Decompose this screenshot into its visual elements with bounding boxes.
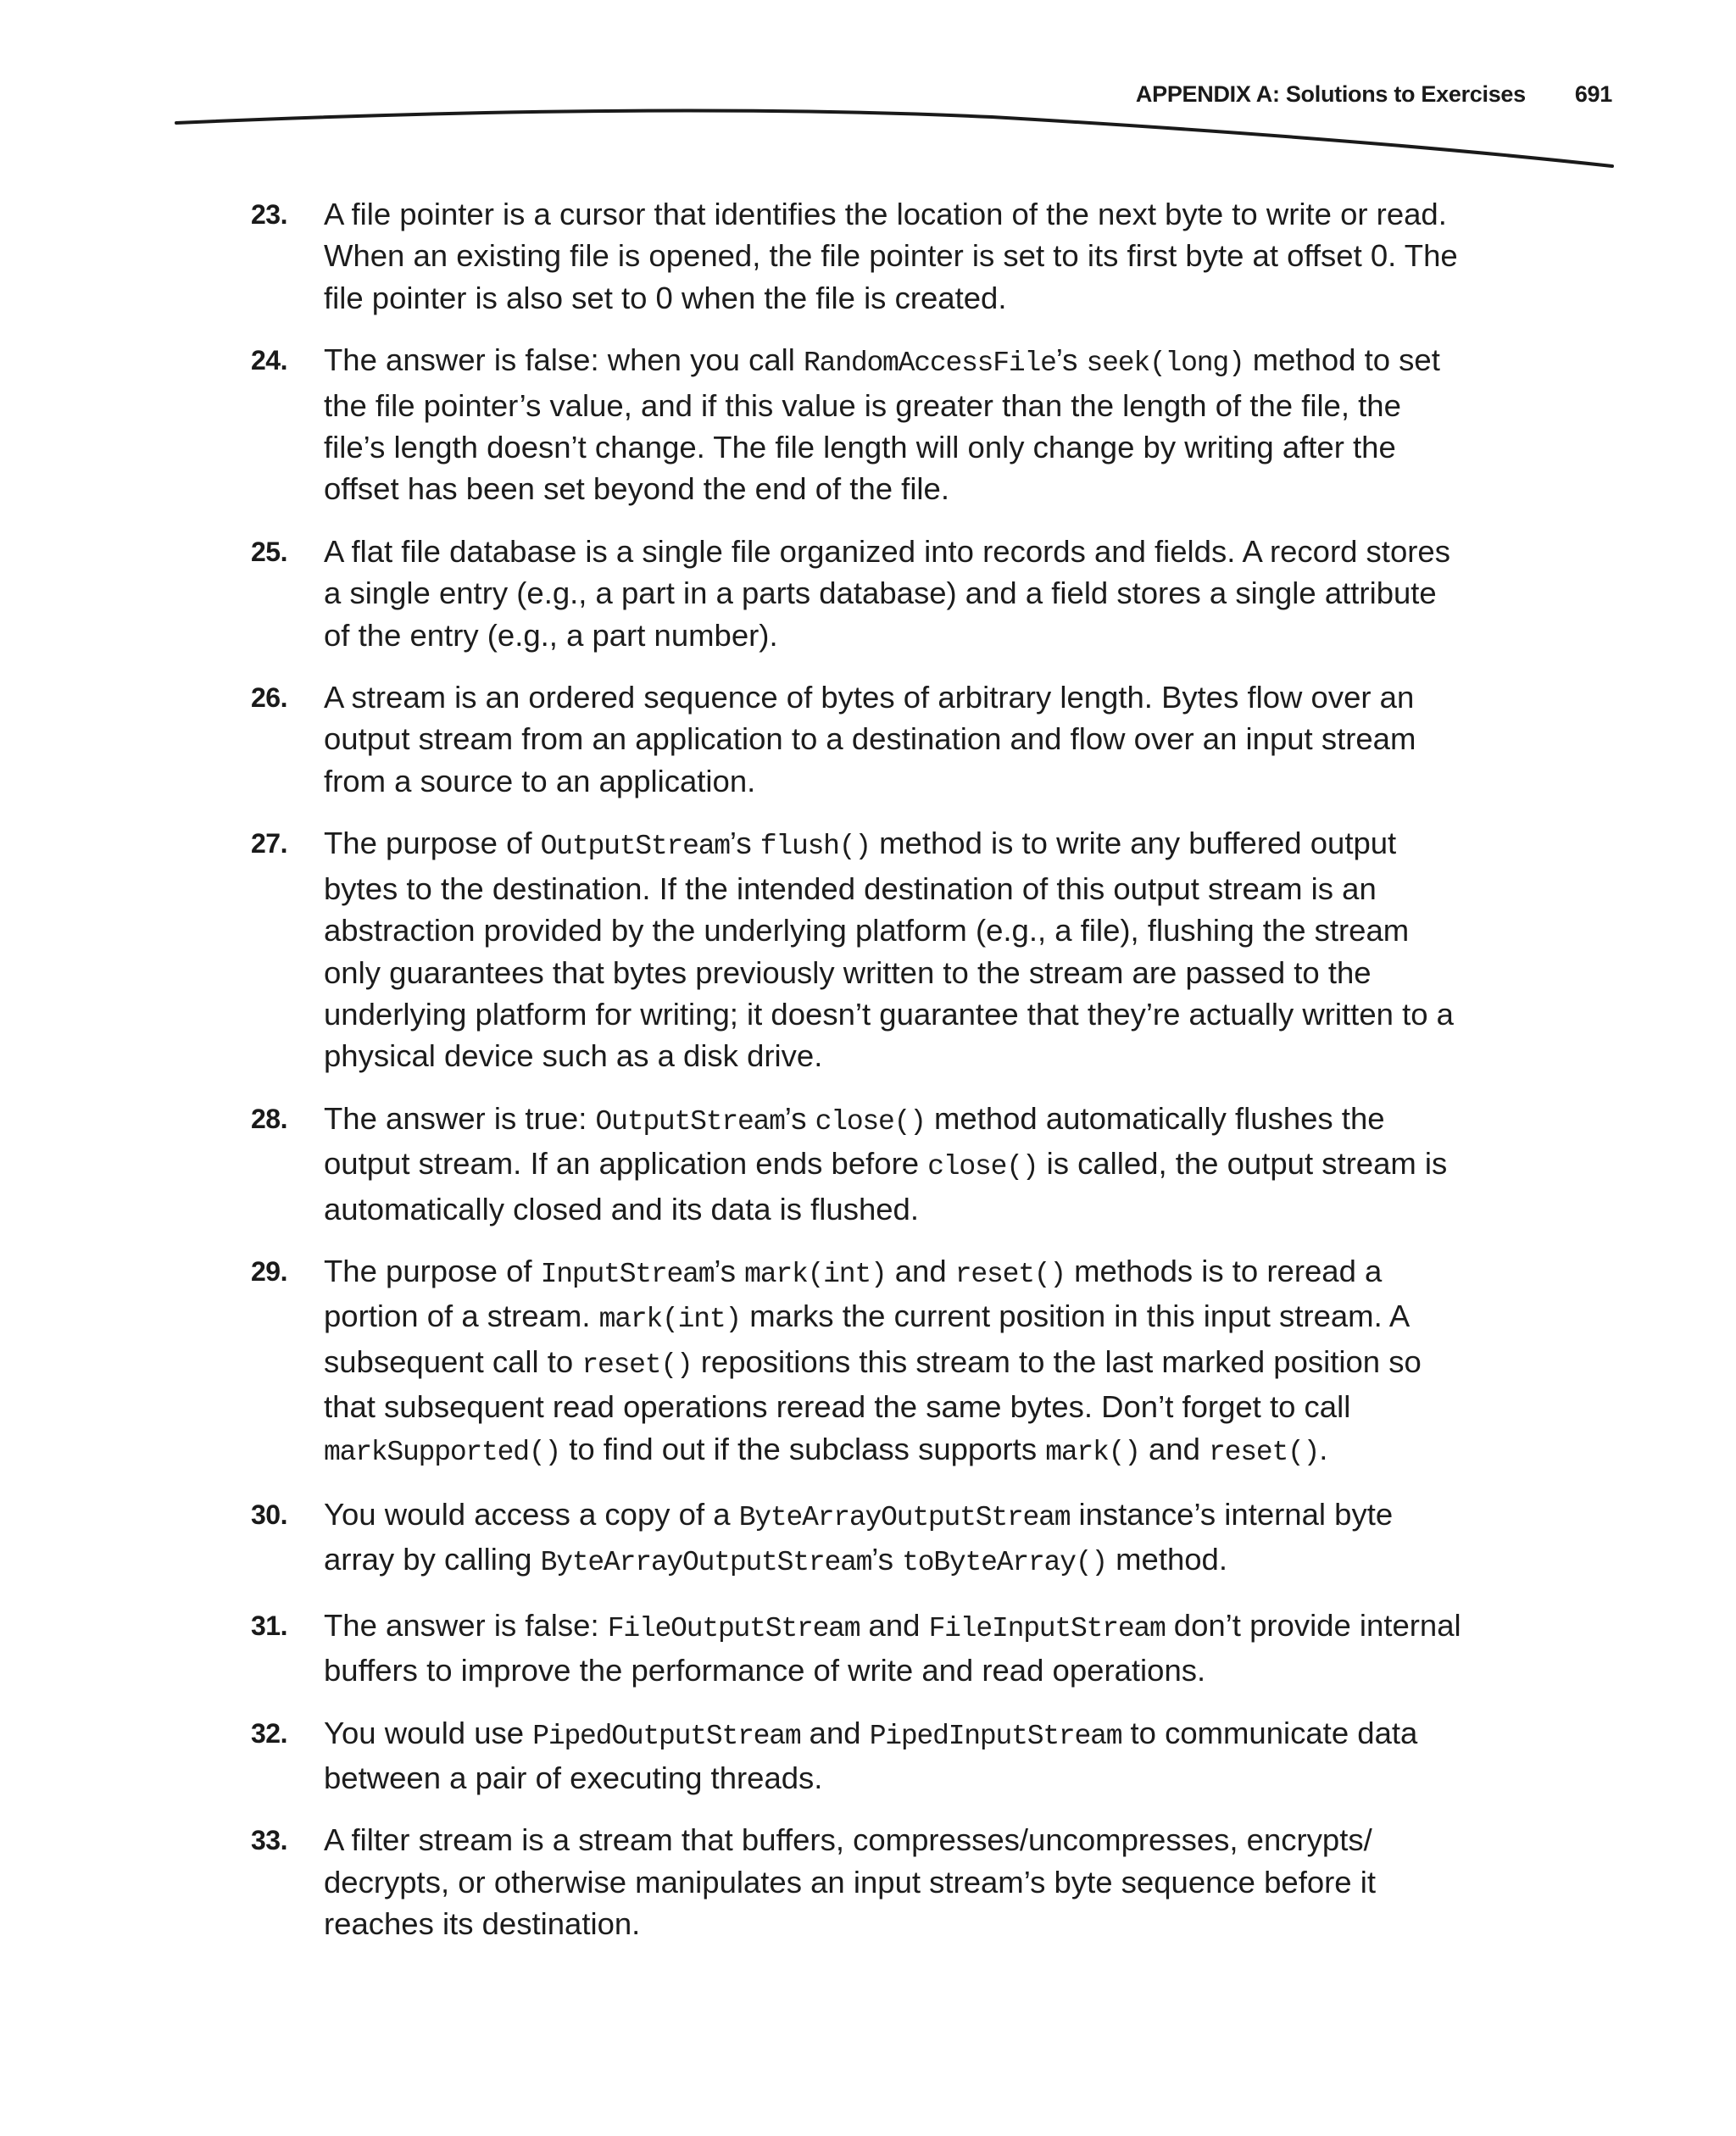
answer-item xyxy=(251,1819,1463,1944)
answer-item xyxy=(251,676,1463,802)
answer-text xyxy=(324,1098,1463,1230)
answer-text xyxy=(324,1605,1463,1692)
inline-code: OutputStream xyxy=(595,1105,785,1138)
inline-code: close() xyxy=(815,1105,926,1138)
answer-number: 31. xyxy=(251,1610,287,1641)
answer-text xyxy=(324,676,1463,802)
answer-text-run: method to set the file pointer’s value, and if this value is greater than the length of the file, the file’s length doesn’t change. The file length will only change by writing after the offset has been set beyond the end of the file. xyxy=(324,342,1440,507)
answer-text-run: and xyxy=(886,1253,955,1288)
answer-text-run: don’t provide internal buffers to improve the performance of write and read operations. xyxy=(324,1607,1461,1688)
answer-item xyxy=(251,193,1463,319)
answer-text-run: The answer is false: xyxy=(324,1607,608,1643)
inline-code: FileInputStream xyxy=(928,1612,1166,1644)
answer-text-run: repositions this stream to the last marked position so that subsequent read operations reread the same bytes. Don’t forget to call xyxy=(324,1343,1422,1425)
inline-code: mark() xyxy=(1045,1436,1140,1468)
inline-code: flush() xyxy=(760,831,871,863)
running-head xyxy=(1136,81,1612,108)
answer-item xyxy=(251,1494,1463,1584)
answer-text-run: . xyxy=(1319,1431,1328,1466)
answer-number: 33. xyxy=(251,1825,287,1856)
answer-text-run: is called, the output stream is automatically closed and its data is flushed. xyxy=(324,1146,1448,1227)
answer-text-run: and xyxy=(800,1715,870,1750)
inline-code: reset() xyxy=(1209,1436,1320,1468)
answer-text-run: The answer is false: when you call xyxy=(324,342,804,378)
answer-number: 23. xyxy=(251,199,287,230)
inline-code: mark(int) xyxy=(598,1304,742,1336)
answer-text-run: ’s xyxy=(1055,342,1087,378)
answer-text-run: to find out if the subclass supports xyxy=(560,1431,1046,1466)
answer-item xyxy=(251,822,1463,1076)
answer-text-run: ’s xyxy=(729,826,760,861)
answer-text-run: ’s xyxy=(784,1100,815,1136)
answer-number: 25. xyxy=(251,536,287,567)
inline-code: seek(long) xyxy=(1086,348,1244,380)
answer-number: 24. xyxy=(251,345,287,376)
inline-code: ByteArrayOutputStream xyxy=(738,1501,1071,1533)
answer-text-run: A flat file database is a single file organized into records and fields. A record stores a single entry (e.g., a part in a parts database) and a field stores a single attribute of the entry (e.g., a part number). xyxy=(324,533,1450,653)
answer-text-run: The purpose of xyxy=(324,1253,541,1288)
running-title: APPENDIX A: Solutions to Exercises xyxy=(1135,81,1526,107)
answer-number: 32. xyxy=(251,1717,287,1749)
inline-code: reset() xyxy=(954,1258,1066,1290)
answer-text xyxy=(324,1712,1463,1799)
answer-text xyxy=(324,339,1463,510)
page-number: 691 xyxy=(1574,81,1612,107)
inline-code: close() xyxy=(927,1151,1038,1183)
inline-code: toByteArray() xyxy=(902,1547,1107,1579)
header-rule xyxy=(0,108,1736,176)
answer-text-run: methods is to reread a portion of a stream. xyxy=(324,1253,1383,1334)
inline-code: ByteArrayOutputStream xyxy=(540,1547,872,1579)
inline-code: reset() xyxy=(581,1349,693,1381)
answer-text-run: ’s xyxy=(871,1542,903,1577)
answer-text xyxy=(324,822,1463,1076)
answer-number: 28. xyxy=(251,1103,287,1134)
answer-text-run: to communicate data between a pair of executing threads. xyxy=(324,1715,1418,1795)
inline-code: markSupported() xyxy=(324,1436,561,1468)
inline-code: mark(int) xyxy=(744,1258,887,1290)
answer-text xyxy=(324,193,1463,319)
inline-code: InputStream xyxy=(540,1258,715,1290)
answer-text-run: ’s xyxy=(714,1253,745,1288)
inline-code: PipedOutputStream xyxy=(532,1720,801,1752)
answer-item xyxy=(251,339,1463,510)
answer-text-run: You would use xyxy=(324,1715,533,1750)
answer-text xyxy=(324,531,1463,656)
answer-text-run: A filter stream is a stream that buffers, compresses/uncompresses, encrypts/ decrypts, or otherwise manipulates an input stream’s byte sequence before it reaches its destination. xyxy=(324,1822,1376,1942)
answer-item xyxy=(251,531,1463,656)
answer-item xyxy=(251,1250,1463,1473)
answer-text-run: marks the current position in this input stream. A subsequent call to xyxy=(324,1299,1409,1379)
inline-code: FileOutputStream xyxy=(607,1612,860,1644)
answer-text-run: method automatically flushes the output stream. If an application ends before xyxy=(324,1100,1385,1182)
answer-text xyxy=(324,1819,1463,1944)
answer-item xyxy=(251,1098,1463,1230)
header-rule-line xyxy=(176,110,1612,166)
inline-code: PipedInputStream xyxy=(869,1720,1122,1752)
answers-list xyxy=(251,193,1463,1966)
answer-item xyxy=(251,1712,1463,1799)
answer-text xyxy=(324,1250,1463,1473)
answer-text-run: method. xyxy=(1106,1542,1227,1577)
answer-text-run: and xyxy=(1139,1431,1210,1466)
answer-number: 30. xyxy=(251,1499,287,1530)
answer-text-run: The purpose of xyxy=(324,826,541,861)
inline-code: RandomAccessFile xyxy=(804,348,1056,380)
answer-number: 27. xyxy=(251,828,287,859)
answer-text-run: You would access a copy of a xyxy=(324,1496,739,1532)
answer-text-run: A file pointer is a cursor that identifies the location of the next byte to write or read. When an existing file is opened, the file pointer is set to its first byte at offset 0. The file pointer is also set to 0 when the file is created. xyxy=(324,197,1458,315)
answer-item xyxy=(251,1605,1463,1692)
answer-text xyxy=(324,1494,1463,1584)
answer-text-run: The answer is true: xyxy=(324,1100,596,1136)
answer-text-run: A stream is an ordered sequence of bytes of arbitrary length. Bytes flow over an output stream from an application to a destination and flow over an input stream from a source to an application. xyxy=(324,680,1416,798)
answer-text-run: method is to write any buffered output bytes to the destination. If the intended destination of this output stream is an abstraction provided by the underlying platform (e.g., a file), flushing the stream only guarantees that bytes previously written to the stream are passed to the underlying platform for writing; it doesn’t guarantee that they’re actually written to a physical device such as a disk drive. xyxy=(324,826,1454,1074)
answer-text-run: instance’s internal byte array by calling xyxy=(324,1496,1394,1577)
inline-code: OutputStream xyxy=(540,831,730,863)
answer-number: 26. xyxy=(251,682,287,714)
answer-text-run: and xyxy=(860,1607,929,1643)
answer-number: 29. xyxy=(251,1255,287,1287)
